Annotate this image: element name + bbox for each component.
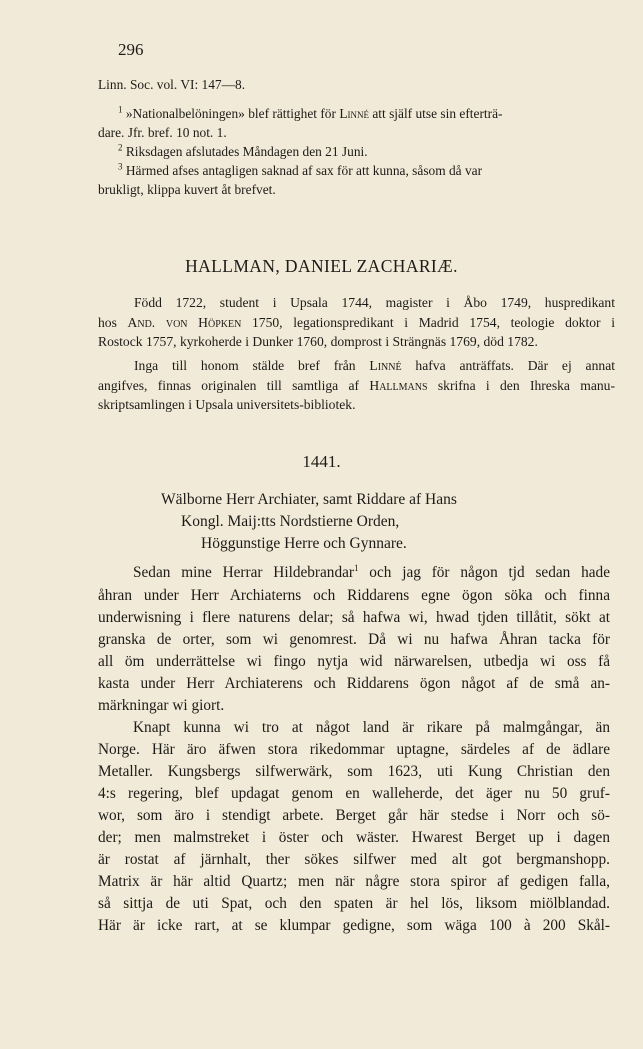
letter-line: märkningar wi giort. [98, 697, 225, 714]
biography-paragraph-1 [98, 293, 615, 352]
bio-text: hafva anträffats. Där ej annat [401, 358, 615, 373]
letter-line: der; men malmstreket i öster och wäster. Hwarest Berget up i dagen [98, 829, 610, 846]
bio-line: Rostock 1757, kyrkoherde i Dunker 1760, domprost i Strängnäs 1769, död 1782. [98, 334, 538, 350]
footnote-text: »Nationalbelöningen» blef rättighet för [125, 106, 340, 121]
bio-text: Inga till honom stälde bref från [134, 358, 370, 373]
letter-line: all öm underrättelse wi fingo nytja wid närwarelsen, utbedja wi oss få [98, 653, 610, 670]
salutation-line: Wälborne Herr Archiater, samt Riddare af Hans [161, 491, 457, 508]
letter-text: Sedan mine Herrar Hildebrandar [133, 564, 354, 581]
letter-line: underwisning i flere naturens delar; så hafwa wi, hwad tjden tillåtit, sökt at [98, 609, 610, 626]
footnote-1 [98, 104, 615, 123]
footnote-marker: 3 [118, 161, 123, 172]
footnote-marker: 1 [354, 562, 359, 573]
biography-paragraph-2 [98, 356, 615, 415]
footnote-3 [98, 161, 615, 180]
salutation-line: Kongl. Maij:tts Nordstierne Orden, [181, 513, 400, 530]
person-name: Hallmans [369, 377, 428, 393]
letter-line: är rostat af järnhalt, ther sökes silfwer med alt got bergmanshopp. [98, 851, 610, 868]
bio-line [98, 356, 615, 376]
footnote-marker: 1 [118, 104, 123, 115]
bio-text: 1750, legationspredikant i Madrid 1754, teologie doktor i [241, 314, 615, 330]
footnote-2 [98, 142, 615, 161]
biography-heading: HALLMAN, DANIEL ZACHARIÆ. [185, 256, 458, 276]
letter-line: kasta under Herr Archiaterens och Riddarens ögon något af de små an- [98, 675, 610, 692]
letter-line [133, 564, 610, 582]
bio-line: skriptsamlingen i Upsala universitets-bibliotek. [98, 397, 356, 413]
page-number: 296 [118, 40, 144, 59]
bio-line [98, 313, 615, 333]
letter-line: Metaller. Kungsbergs silfwerwärk, som 1623, uti Kung Christian den [98, 763, 610, 780]
bio-line: Född 1722, student i Upsala 1744, magister i Åbo 1749, huspredikant [134, 295, 615, 310]
bio-line [98, 376, 615, 396]
footnote-text: att själf utse sin efterträ- [369, 106, 503, 121]
letter-line: wor, som äro i stendigt arbete. Berget går här stedse i Norr och sö- [98, 807, 610, 824]
footnote-3-continuation: brukligt, klippa kuvert åt brefvet. [98, 182, 276, 197]
salutation-line: Höggunstige Herre och Gynnare. [201, 535, 407, 552]
letter-line: Norge. Här äro äfwen stora rikedommar uptagne, särdeles af de ädlare [98, 741, 610, 758]
letter-line: granska de orter, som wi genomrest. Då wi nu hafwa Åhran tacka för [98, 631, 610, 648]
letter-line: Knapt kunna wi tro at något land är rikare på malmgångar, än [133, 719, 610, 736]
footnote-text: Riksdagen afslutades Måndagen den 21 Juni. [125, 144, 368, 159]
letter-line: Här är icke rart, at se klumpar gedigne, som wäga 100 à 200 Skål- [98, 917, 610, 934]
bio-text: skrifna i den Ihreska manu- [427, 377, 615, 393]
footnote-source: Linn. Soc. vol. VI: 147—8. [98, 77, 246, 92]
letter-line: så sittja de uti Spat, och den spaten är hel lös, liksom miölblandad. [98, 895, 610, 912]
letter-number: 1441. [302, 452, 341, 471]
bio-text: hos [98, 314, 128, 330]
person-name: Linné [339, 106, 369, 121]
person-name: Linné [369, 358, 402, 373]
footnote-marker: 2 [118, 142, 123, 153]
footnote-1-continuation: dare. Jfr. bref. 10 not. 1. [98, 125, 227, 140]
letter-text: och jag för någon tjd sedan hade [358, 564, 610, 581]
person-name: And. von Höpken [127, 314, 242, 330]
footnote-text: Härmed afses antagligen saknad af sax för att kunna, såsom då var [125, 163, 483, 178]
letter-line: åhran under Herr Archiaterns och Riddarens egne ögon söka och finna [98, 587, 610, 604]
letter-line: Matrix är här altid Quartz; men när någre stora spiror af gedigen falla, [98, 873, 610, 890]
bio-text: angifves, finnas originalen till samtliga af [98, 377, 370, 393]
letter-line: 4:s regering, blef updagat genom en walleherde, det äger nu 50 gruf- [98, 785, 610, 802]
